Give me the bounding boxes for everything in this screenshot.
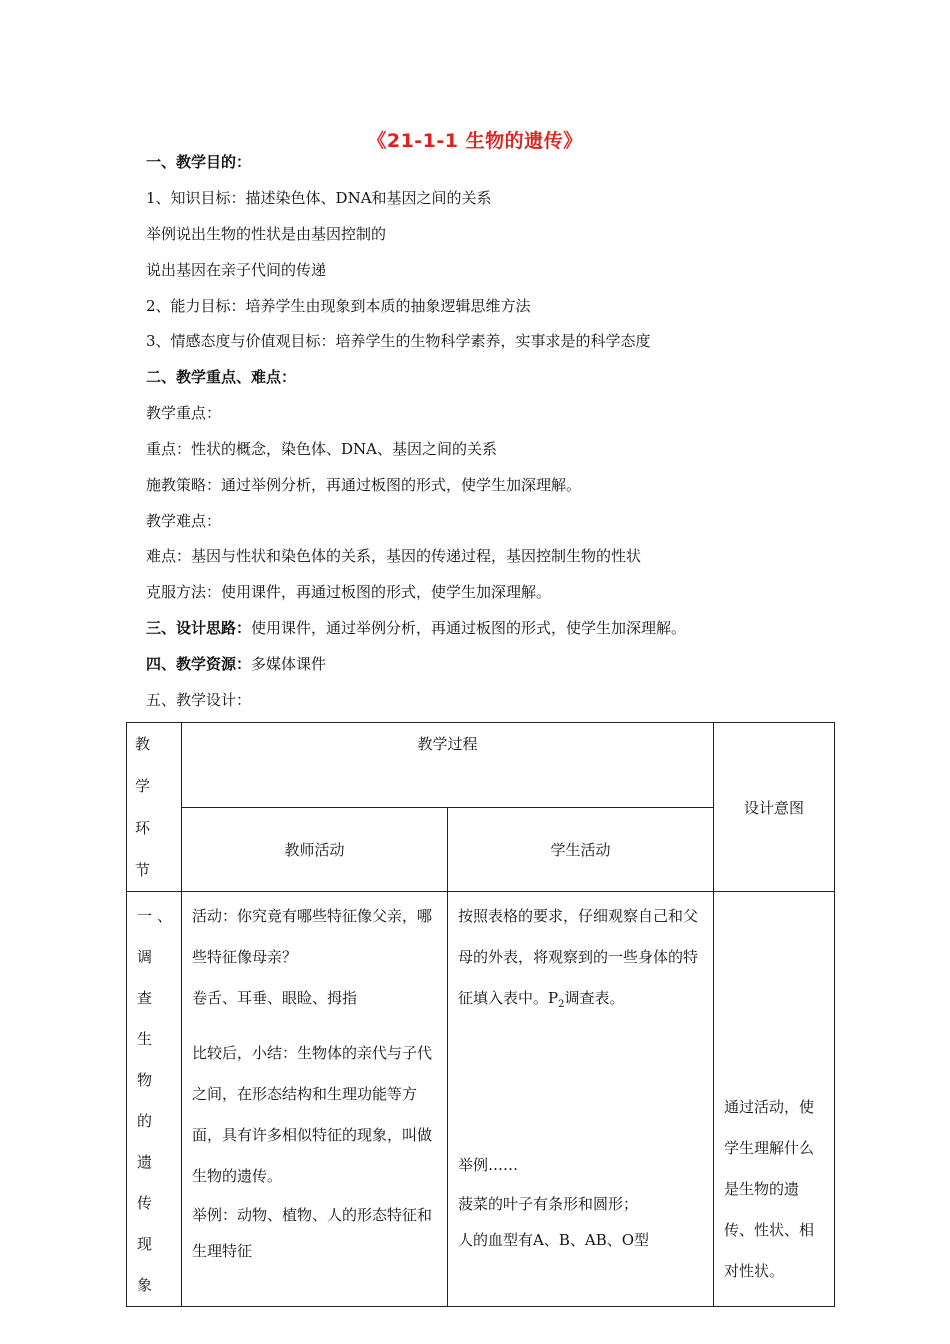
section-heading-resources: 四、教学资源： (146, 655, 252, 673)
student-example-label: 举例…… (458, 1156, 519, 1174)
design-idea-line (146, 618, 686, 638)
overcome-method: 克服方法：使用课件，再通过板图的形式，使学生加深理解。 (146, 583, 552, 601)
student-activity-cell (448, 892, 714, 1307)
difficulty-label: 教学难点： (146, 512, 222, 530)
spacer (458, 1025, 703, 1145)
header-student: 学生活动 (448, 808, 714, 892)
knowledge-objective-2: 举例说出生物的性状是由基因控制的 (146, 225, 387, 243)
ability-objective: 2、能力目标：培养学生由现象到本质的抽象逻辑思维方法 (146, 297, 531, 315)
section-heading-objectives: 一、教学目的： (146, 153, 252, 171)
student-example-blood-type: 人的血型有A、B、AB、O型 (458, 1231, 650, 1249)
student-activity-tail: 调查表。 (564, 989, 625, 1007)
section-heading-design: 五、教学设计： (146, 691, 252, 709)
table-row (127, 892, 835, 1307)
student-example-spinach: 菠菜的叶子有条形和圆形； (458, 1195, 639, 1213)
design-idea-text: 使用课件，通过举例分析，再通过板图的形式，使学生加深理解。 (251, 619, 687, 637)
section-heading-design-idea: 三、设计思路： (146, 619, 252, 637)
teacher-activity-question: 活动：你究竟有哪些特征像父亲，哪些特征像母亲？ (192, 907, 433, 966)
document-title: 《21-1-1 生物的遗传》 (367, 130, 583, 152)
intent-cell: 通过活动，使学生理解什么是生物的遗传、性状、相对性状。 (714, 892, 835, 1307)
teaching-strategy: 施教策略：通过举例分析，再通过板图的形式，使学生加深理解。 (146, 476, 582, 494)
resources-line (146, 654, 326, 674)
teacher-activity-traits: 卷舌、耳垂、眼睑、拇指 (192, 989, 358, 1007)
key-point-label: 教学重点： (146, 404, 222, 422)
student-activity-text: 按照表格的要求，仔细观察自己和父母的外表，将观察到的一些身体的特征填入表中。P (458, 907, 699, 1007)
header-intent: 设计意图 (714, 723, 835, 892)
teacher-activity-cell (182, 892, 448, 1307)
difficulty-text: 难点：基因与性状和染色体的关系，基因的传递过程，基因控制生物的性状 (146, 547, 642, 565)
teacher-activity-summary: 比较后，小结：生物体的亲代与子代之间，在形态结构和生理功能等方面，具有许多相似特征的现象，叫做生物的遗传。 (192, 1044, 433, 1185)
teaching-design-table (126, 722, 835, 1307)
knowledge-objective-3: 说出基因在亲子代间的传递 (146, 261, 327, 279)
header-process-label: 教学过程 (417, 735, 478, 753)
header-teacher: 教师活动 (182, 808, 448, 892)
stage-cell: 一、调查生物的遗传现象 (127, 892, 182, 1307)
spacer (192, 1019, 437, 1033)
resources-text: 多媒体课件 (251, 655, 327, 673)
header-stage: 教学环节 (127, 723, 182, 892)
attitude-objective: 3、情感态度与价值观目标：培养学生的生物科学素养，实事求是的科学态度 (146, 332, 651, 350)
section-heading-key-points: 二、教学重点、难点： (146, 368, 297, 386)
key-point-text: 重点：性状的概念，染色体、DNA、基因之间的关系 (146, 440, 497, 458)
header-process (182, 723, 714, 808)
student-activity-subscript: 2 (558, 999, 565, 1010)
knowledge-objective: 1、知识目标：描述染色体、DNA和基因之间的关系 (146, 189, 492, 207)
teacher-activity-example: 举例：动物、植物、人的形态特征和生理特征 (192, 1206, 433, 1260)
student-activity-instructions (458, 896, 703, 1025)
